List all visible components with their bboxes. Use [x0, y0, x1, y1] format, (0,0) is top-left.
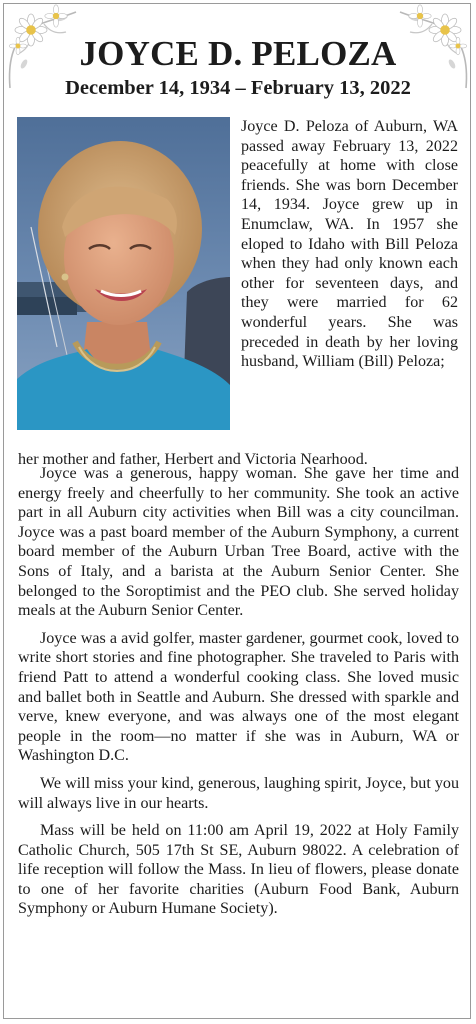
obituary-paragraph-farewell: We will miss your kind, generous, laughing spirit, Joyce, but you will always live in our hearts.: [18, 774, 459, 812]
portrait-photo: [17, 117, 230, 430]
life-dates: December 14, 1934 – February 13, 2022: [65, 77, 411, 99]
obituary-lead-continuation: her mother and father, Herbert and Victoria Nearhood.: [18, 451, 368, 468]
obituary-paragraph-service: Mass will be held on 11:00 am April 19, 2022 at Holy Family Catholic Church, 505 17th St SE, Auburn 98022. A celebration of life reception will follow the Mass. In lieu of flowers, please donate to one of her favorite charities (Auburn Food Bank, Auburn Symphony or Auburn Humane Society).: [18, 822, 459, 918]
obituary-lead-paragraph: Joyce D. Peloza of Auburn, WA passed away February 13, 2022 peacefully at home with close friends. She was born December 14, 1934. Joyce grew up in Enumclaw, WA. In 1957 she eloped to Idaho with Bill Peloza when they had only known each other for seventeen days, and they were married for 62 wonderful years. She was preceded in death by her loving husband, William (Bill) Peloza;: [241, 118, 458, 371]
obituary-body: [18, 464, 459, 927]
obituary-paragraph-interests: Joyce was a avid golfer, master gardener, gourmet cook, loved to write short stories and fine photographer. She traveled to Paris with friend Patt to attend a wonderful cooking class. She loved music and ballet both in Seattle and Auburn. She dressed with sparkle and verve, knew everyone, and was always one of the most elegant people in the room—no matter if she was in Auburn, WA or Washington D.C.: [18, 629, 459, 765]
obituary-paragraph-community: Joyce was a generous, happy woman. She gave her time and energy freely and cheerfully to her community. She took an active part in all Auburn city activities when Bill was a city councilman. Joyce was a past board member of the Auburn Symphony, a current board member of the Auburn Urban Tree Board, active with the Sons of Italy, and a barista at the Auburn Senior Center. She belonged to the Soroptimist and the PEO club. She served holiday meals at the Auburn Senior Center.: [18, 465, 459, 620]
deceased-name: JOYCE D. PELOZA: [79, 34, 397, 73]
